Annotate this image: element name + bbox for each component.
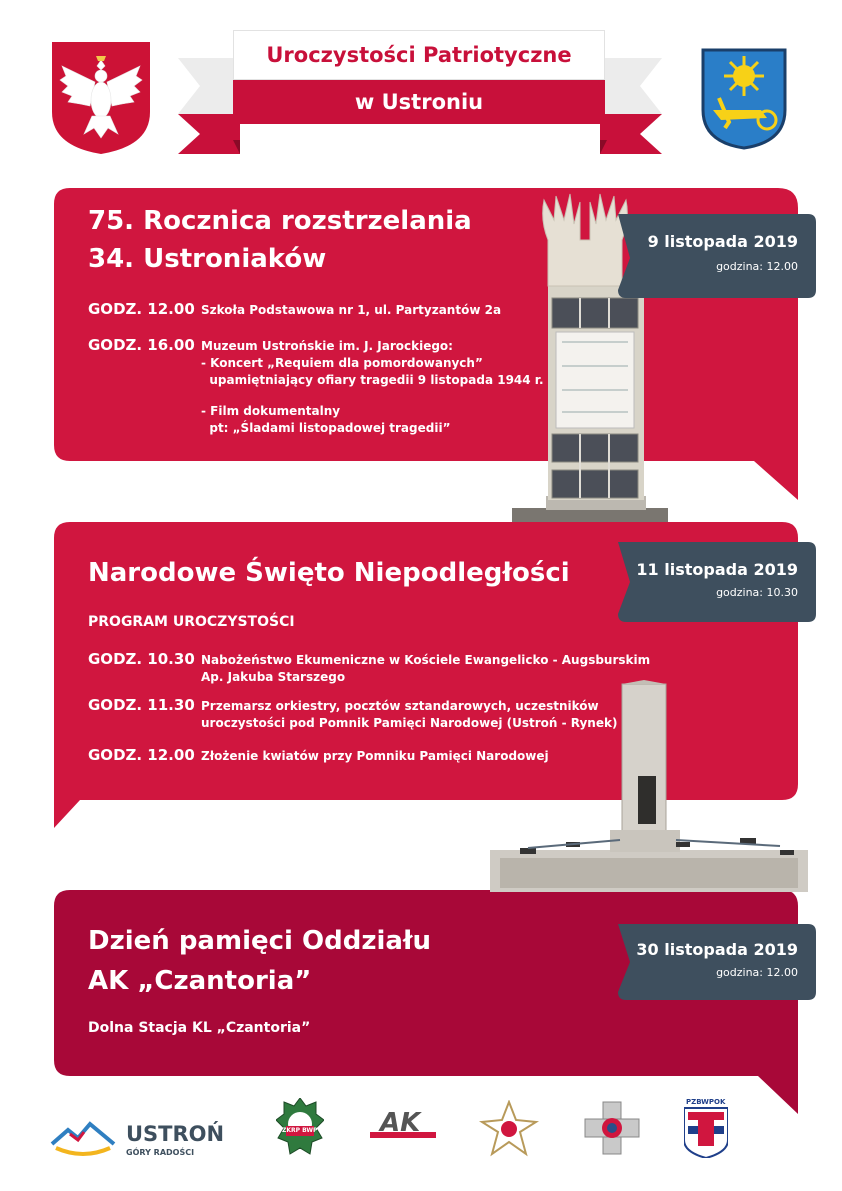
ustron-tagline: GÓRY RADOŚCI <box>126 1148 195 1157</box>
section2-item1-time: GODZ. 10.30 <box>88 650 195 668</box>
section2-date: 11 listopada 2019 <box>636 560 798 579</box>
ustron-logo <box>50 1120 240 1166</box>
section1-item1-text: Szkoła Podstawowa nr 1, ul. Partyzantów 2a <box>201 303 502 317</box>
section1-time-note: godzina: 12.00 <box>716 260 798 273</box>
section1-item2-text: Muzeum Ustrońskie im. J. Jarockiego: - Koncert „Requiem dla pomordowanych” upamiętniający ofiary tragedii 9 listopada 1944 r. <box>201 339 544 387</box>
section1-datebox <box>614 214 816 298</box>
section2-item2-time: GODZ. 11.30 <box>88 696 195 714</box>
section1-title-line1: 75. Rocznica rozstrzelania <box>88 206 472 236</box>
pzbwpok-label: PZBWPOK <box>686 1098 726 1106</box>
ustron-name: USTROŃ <box>126 1122 225 1146</box>
section2-item1-text: Nabożeństwo Ekumeniczne w Kościele Ewangelicko - Augsburskim Ap. Jakuba Starszego <box>201 653 651 684</box>
section3-time-note: godzina: 12.00 <box>716 966 798 979</box>
section2-time-note: godzina: 10.30 <box>716 586 798 599</box>
header-title-line2: w Ustroniu <box>233 80 605 124</box>
section3-title-line1: Dzień pamięci Oddziału <box>88 926 432 956</box>
veterans-cross-icon <box>478 1100 540 1158</box>
section2-item3-text: Złożenie kwiatów przy Pomniku Pamięci Narodowej <box>201 749 549 763</box>
zkrp-bwp-logo <box>276 1098 324 1158</box>
ustron-mountains-icon <box>50 1120 116 1160</box>
section3-title-line2: AK „Czantoria” <box>88 966 312 996</box>
section2-datebox <box>614 542 816 622</box>
zkrp-bwp-label: ZKRP BWP <box>282 1127 318 1134</box>
section3-location: Dolna Stacja KL „Czantoria” <box>88 1020 311 1036</box>
section2-item2-text: Przemarsz orkiestry, pocztów sztandarowych, uczestników uroczystości pod Pomnik Pamięci Narodowej (Ustroń - Rynek) <box>201 699 618 730</box>
section1-item2-time: GODZ. 16.00 <box>88 336 195 354</box>
section1-date: 9 listopada 2019 <box>647 232 798 251</box>
section1-title-line2: 34. Ustroniaków <box>88 244 327 274</box>
section2-title: Narodowe Święto Niepodległości <box>88 558 570 588</box>
section3-date: 30 listopada 2019 <box>636 940 798 959</box>
section2-subtitle: PROGRAM UROCZYSTOŚCI <box>88 614 295 630</box>
section1-extra-text: - Film dokumentalny pt: „Śladami listopadowej tragedii” <box>201 404 451 435</box>
header-title-line1: Uroczystości Patriotyczne <box>233 30 605 80</box>
ak-logo <box>370 1110 436 1146</box>
section2-item3-time: GODZ. 12.00 <box>88 746 195 764</box>
military-cross-icon <box>583 1100 641 1156</box>
section3-datebox <box>614 924 816 1000</box>
pzbwpok-logo <box>684 1098 728 1158</box>
ak-label: AK <box>380 1108 421 1138</box>
section1-item1-time: GODZ. 12.00 <box>88 300 195 318</box>
